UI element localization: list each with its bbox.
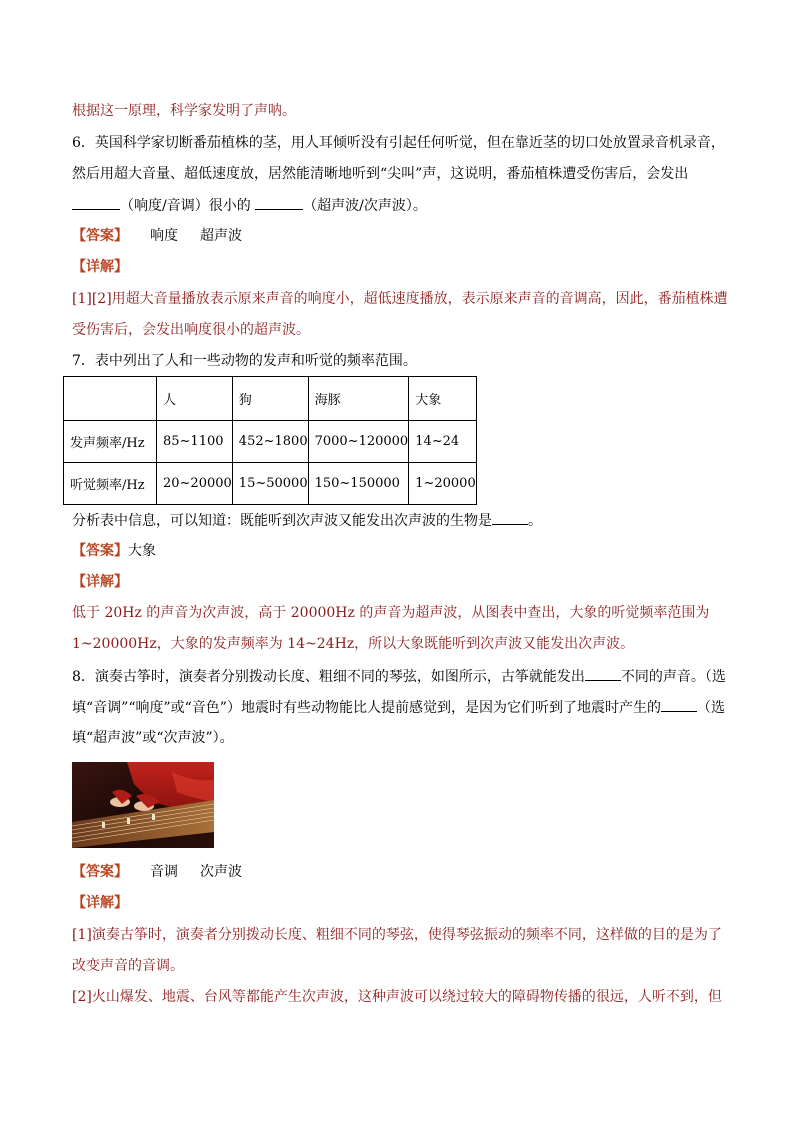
answer-tag: 【答案】 — [72, 228, 128, 244]
explanation-line: 低于 20Hz 的声音为次声波，高于 20000Hz 的声音为超声波，从图表中查出，大象的听觉频率范围为 — [72, 605, 710, 621]
answer-blank — [492, 510, 528, 525]
answer-blank — [585, 666, 621, 681]
detail-line — [72, 893, 128, 913]
answer-tag: 【答案】 — [72, 543, 128, 559]
question-6-line-3: （响度/音调）很小的 （超声波/次声波）。 — [72, 195, 427, 216]
question-8-line-3: 填“超声波”或“次声波”）。 — [72, 730, 234, 746]
table-cell: 7000~120000 — [308, 421, 409, 463]
table-row — [64, 421, 477, 463]
detail-line — [72, 572, 128, 592]
table-cell: 14~24 — [409, 421, 477, 463]
guzheng-photo — [72, 762, 214, 848]
answer-line: 【答案】大象 — [72, 543, 156, 559]
table-cell: 15~50000 — [232, 463, 308, 505]
question-6-line-1: 6．英国科学家切断番茄植株的茎，用人耳倾听没有引起任何听觉，但在靠近茎的切口处放置录音机录音， — [72, 135, 725, 151]
question-8-line-1: 8．演奏古筝时，演奏者分别拨动长度、粗细不同的琴弦，如图所示，古筝就能发出 不同的声音。（选 — [72, 666, 726, 687]
frequency-table — [63, 376, 477, 505]
table-cell: 发声频率/Hz — [64, 421, 157, 463]
table-cell: 85~1100 — [157, 421, 233, 463]
question-7-line-1: 7．表中列出了人和一些动物的发声和听觉的频率范围。 — [72, 353, 417, 369]
table-cell: 狗 — [232, 377, 308, 421]
detail-tag: 【详解】 — [72, 574, 128, 590]
detail-tag: 【详解】 — [72, 895, 128, 911]
answer-line: 【答案】 响度 超声波 — [72, 228, 242, 244]
table-cell: 海豚 — [308, 377, 409, 421]
table-cell: 150~150000 — [308, 463, 409, 505]
answer-blank — [255, 195, 303, 210]
answer-blank — [661, 697, 697, 712]
question-7-line-2: 分析表中信息，可以知道：既能听到次声波又能发出次声波的生物是 。 — [72, 510, 542, 531]
explanation-line: 受伤害后，会发出响度很小的超声波。 — [72, 322, 310, 338]
question-6-line-2: 然后用超大音量、超低速度放，居然能清晰地听到“尖叫”声，这说明，番茄植株遭受伤害后，会发出 — [72, 166, 689, 182]
table-cell: 20~20000 — [157, 463, 233, 505]
detail-line — [72, 257, 128, 277]
table-header-row — [64, 377, 477, 421]
question-8-line-2: 填“音调”“响度”或“音色”）地震时有些动物能比人提前感觉到，是因为它们听到了地震时产生的 （选 — [72, 697, 725, 718]
explanation-line: 改变声音的音调。 — [72, 958, 184, 974]
table-cell: 452~1800 — [232, 421, 308, 463]
table-cell: 听觉频率/Hz — [64, 463, 157, 505]
table-cell: 人 — [157, 377, 233, 421]
answer-blank — [72, 195, 120, 210]
text-line: 根据这一原理，科学家发明了声呐。 — [72, 103, 296, 119]
answer-tag: 【答案】 — [72, 864, 128, 880]
table-row — [64, 463, 477, 505]
table-cell — [64, 377, 157, 421]
detail-tag: 【详解】 — [72, 259, 128, 275]
table-cell: 大象 — [409, 377, 477, 421]
explanation-line: [2]火山爆发、地震、台风等都能产生次声波，这种声波可以绕过较大的障碍物传播的很远，人听不到，但 — [72, 989, 722, 1005]
guzheng-illustration — [72, 762, 214, 848]
answer-line: 【答案】 音调 次声波 — [72, 864, 242, 880]
table-cell: 1~20000 — [409, 463, 477, 505]
explanation-line: 1~20000Hz，大象的发声频率为 14~24Hz，所以大象既能听到次声波又能发出次声波。 — [72, 636, 635, 652]
explanation-line: [1][2]用超大音量播放表示原来声音的响度小，超低速度播放，表示原来声音的音调高，因此，番茄植株遭 — [72, 291, 728, 307]
explanation-line: [1]演奏古筝时，演奏者分别拨动长度、粗细不同的琴弦，使得琴弦振动的频率不同，这样做的目的是为了 — [72, 927, 722, 943]
